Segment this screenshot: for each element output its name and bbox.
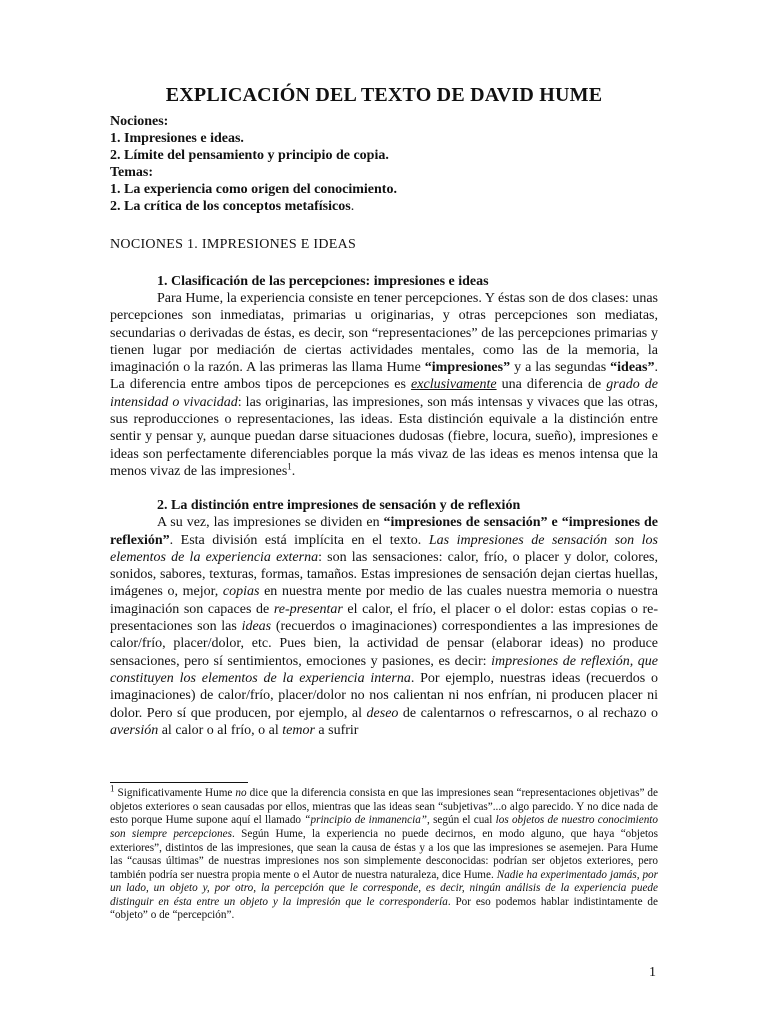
italic-term: re-presentar: [273, 601, 343, 617]
text-run: a sufrir: [314, 722, 359, 738]
text-run: (recuerdos o imaginaciones) correspondientes a las impresiones de calor/frío, placer/dolor, etc. Pues bien, la actividad de pensar (elaborar ideas) no produce sensaciones, pero sí sentimientos, emociones y pasiones, es decir:: [110, 619, 658, 669]
text-run: al calor o al frío, o al: [158, 722, 283, 738]
italic-term: no: [235, 787, 247, 800]
paragraph-percepciones: [110, 290, 658, 480]
italic-term: ideas: [241, 619, 272, 635]
italic-term: impresiones de reflexión, que constituyen los elementos de la experiencia interna: [110, 653, 658, 686]
text-run: : las originarias, las impresiones, son más intensas y vivaces que las otras, sus reproducciones o representaciones, las ideas. Esta distinción equivale a la distinción entre sentir y pensar y, aunque puedan darse situaciones dudosas (fiebre, locura, sueño), impresiones e ideas son perfectamente diferenciables porque la más vivaz de las ideas es menos intensa que la menos vivaz de las impresiones: [110, 394, 658, 479]
paragraph-sensacion-reflexion: [110, 514, 658, 739]
text-run: dice que la diferencia consista en que las impresiones sean “representaciones objetivas” de objetos exteriores o sean causadas por ellos, mientras que las ideas sean “subjetivas”...o algo parecido. Y no dice nada de esto porque Hume supone aquí el llamado: [110, 787, 658, 827]
text-run: una diferencia de: [496, 377, 607, 393]
tema-period: .: [350, 199, 355, 214]
text-run: .: [291, 463, 296, 479]
bold-term: e: [547, 515, 562, 531]
text-run: : son las sensaciones: calor, frío, o placer y dolor, colores, sonidos, sabores, texturas, formas, tamaños. Estas impresiones de sensación dejan ciertas huellas, imágenes o, mejor,: [110, 549, 658, 600]
underlined-term: exclusivamente: [411, 377, 497, 393]
subsection-heading-1: 1. Clasificación de las percepciones: impresiones e ideas: [157, 274, 489, 289]
text-run: , según el cual: [427, 814, 496, 827]
bold-term: “impresiones”: [424, 360, 511, 376]
text-run: . Según Hume, la experiencia no puede decirnos, en modo alguno, que haya “objetos exteriores”, distintos de las impresiones, que sean la causa de éstas y a los que las impresiones se asemejen. Para Hume las “causas últimas” de nuestras impresiones nos son simplemente desconocidas: podrían ser objetos exteriores, pero también podría ser nuestra propia mente o el Autor de nuestra naturaleza, dice Hume.: [110, 827, 658, 881]
section-heading: NOCIONES 1. IMPRESIONES E IDEAS: [110, 237, 357, 252]
italic-term: grado de intensidad o vivacidad: [110, 377, 659, 410]
tema-item: 1. La experiencia como origen del conocimiento.: [110, 182, 397, 197]
italic-term: aversión: [110, 722, 159, 738]
bold-term: “ideas”: [610, 360, 655, 376]
text-run: A su vez, las impresiones se dividen en: [157, 515, 384, 531]
italic-term: deseo: [366, 705, 399, 721]
italic-term: Las impresiones de sensación son los elementos de la experiencia externa: [110, 532, 659, 565]
italic-term: copias: [222, 584, 260, 600]
text-run: . Esta división está implícita en el texto.: [169, 532, 429, 548]
footnote-number: 1: [110, 783, 115, 794]
italic-term: Nadie ha experimentado jamás, por un lado, un objeto y, por otro, la percepción que le corresponde, es decir, ningún análisis de la experiencia puede distinguir en ésta entre un objeto y la impresión que le correspondería: [110, 868, 658, 908]
text-run: y a las segundas: [510, 360, 611, 376]
italic-term: “principio de inmanencia”: [304, 814, 428, 827]
tema-text: 2. La crítica de los conceptos metafísicos: [110, 199, 351, 214]
document-title: EXPLICACIÓN DEL TEXTO DE DAVID HUME: [165, 84, 603, 106]
text-run: . Por ejemplo, nuestras ideas (recuerdos o imaginaciones) de calor/frío, placer/dolor no nos calientan ni nos enfrían, ni producen placer ni dolor. Pero sí que producen, por ejemplo, al: [110, 670, 658, 721]
text-run: en nuestra mente por medio de las cuales nuestra memoria o nuestra imaginación son capaces de: [110, 584, 658, 617]
footnote-divider: [110, 782, 248, 783]
nocion-item: 2. Límite del pensamiento y principio de copia.: [110, 148, 389, 163]
bold-term: “impresiones de sensación”: [383, 515, 548, 531]
nociones-label: Nociones:: [110, 114, 169, 129]
italic-term: los objetos de nuestro conocimiento son siempre percepciones: [110, 814, 659, 840]
text-run: el calor, el frío, el placer o el dolor: estas copias o re-presentaciones son las: [110, 601, 658, 635]
subsection-heading-2: 2. La distinción entre impresiones de sensación y de reflexión: [157, 498, 521, 514]
text-run: Para Hume, la experiencia consiste en tener percepciones. Y éstas son de dos clases: unas percepciones son inmediatas, primarias u originarias, y otras percepciones son mediatas, secundarias o derivadas de éstas, es decir, son “representaciones” de las percepciones primarias y tienen lugar por mediación de ciertas actividades mentales, como las de la memoria, la imaginación o la razón. A las primeras las llama Hume: [110, 291, 658, 376]
footnote-reference[interactable]: 1: [287, 461, 292, 472]
bold-term: “impresiones de reflexión”: [110, 515, 658, 548]
outline: [110, 113, 658, 215]
text-run: de calentarnos o refrescarnos, o al rechazo o: [398, 705, 658, 721]
page-number: 1: [649, 965, 656, 980]
italic-term: temor: [282, 722, 315, 738]
tema-item: [110, 198, 658, 215]
text-run: . La diferencia entre ambos tipos de percepciones es: [110, 360, 658, 393]
nocion-item: 1. Impresiones e ideas.: [110, 131, 244, 146]
footnote: [110, 783, 659, 923]
text-run: . Por eso podemos hablar indistintamente de “objeto” o de “percepción”.: [110, 895, 658, 922]
text-run: Significativamente Hume: [114, 787, 236, 800]
temas-label: Temas:: [110, 165, 154, 180]
